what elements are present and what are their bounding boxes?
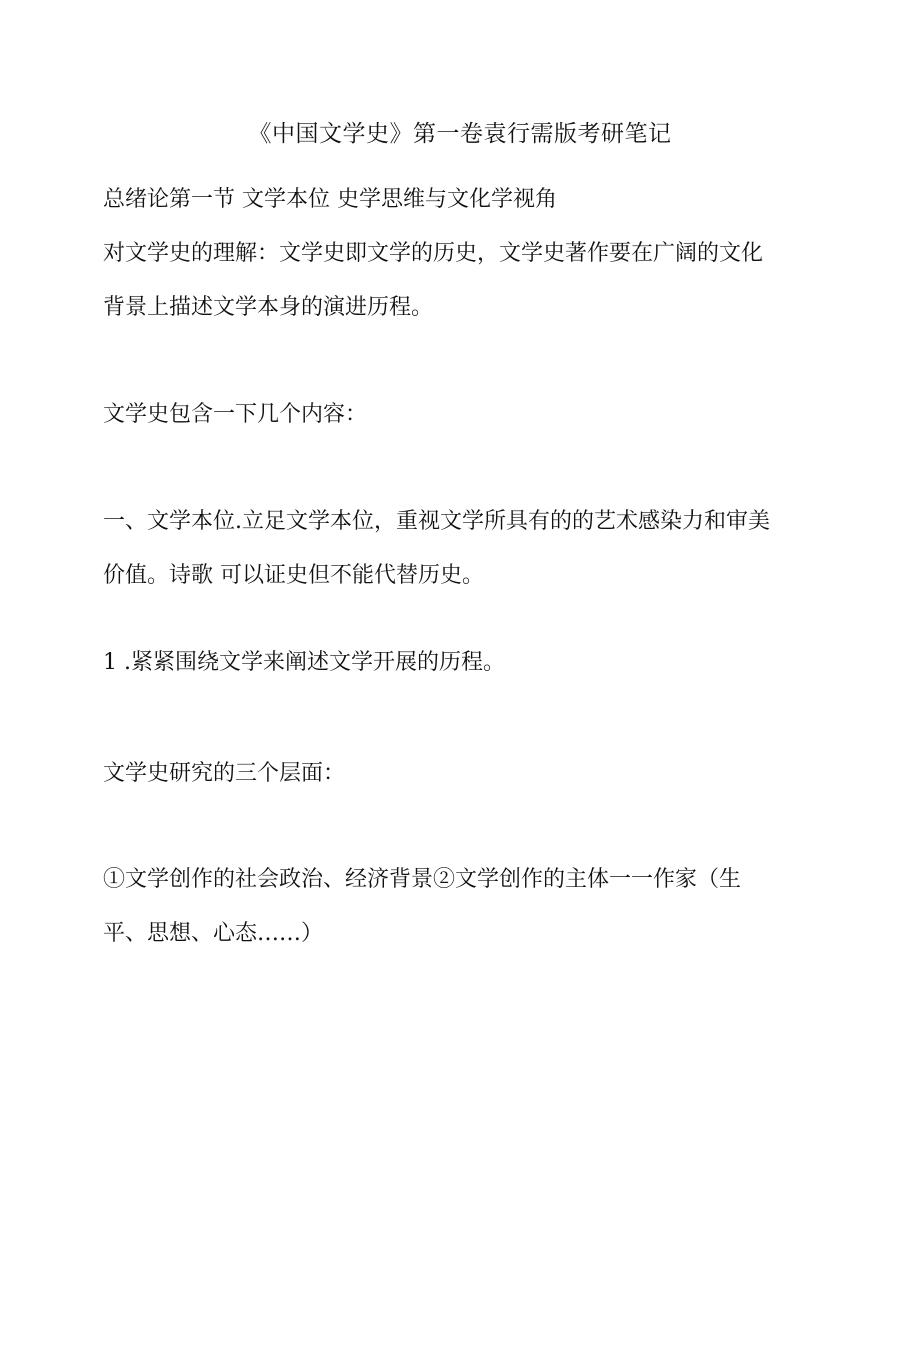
list-item: 1 .紧紧围绕文学来阐述文学开展的历程。 (103, 650, 505, 675)
paragraph-line: 对文学史的理解：文学史即文学的历史，文学史著作要在广阔的文化 (103, 241, 764, 266)
paragraph-line: 文学史包含一下几个内容： (103, 402, 368, 427)
paragraph-line: ①文学创作的社会政治、经济背景②文学创作的主体一一作家（生 (103, 867, 742, 892)
paragraph-line: 文学史研究的三个层面： (103, 761, 346, 786)
paragraph-line: 背景上描述文学本身的演进历程。 (103, 295, 434, 320)
paragraph-line: 价值。诗歌 可以证史但不能代替历史。 (103, 563, 484, 588)
section-heading: 总绪论第一节 文学本位 史学思维与文化学视角 (103, 187, 557, 212)
document-title: 《中国文学史》第一卷袁行需版考研笔记 (248, 121, 672, 147)
paragraph-line: 平、思想、心态……） (103, 921, 324, 946)
paragraph-line: 一、文学本位.立足文学本位，重视文学所具有的的艺术感染力和审美 (103, 509, 770, 534)
